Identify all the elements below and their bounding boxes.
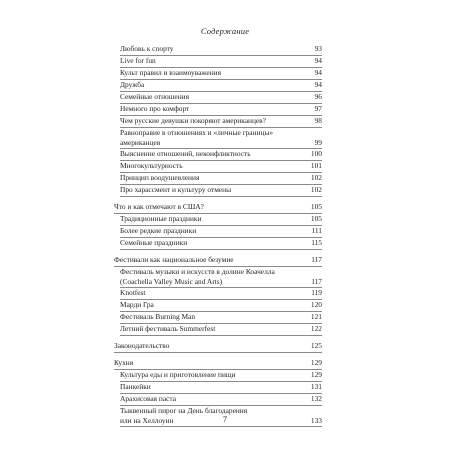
toc-entry[interactable] [120,173,322,185]
toc-entry-label: Арахисовая паста [120,394,176,403]
toc-entry-label: Многокультурность [120,161,183,170]
toc-entry-page: 94 [314,80,322,89]
toc-entry-page: 117 [311,276,322,286]
toc-entry-page: 129 [310,370,322,379]
toc-entry[interactable] [120,382,322,394]
toc-entry-label: Фестивали как национальное безумие [114,255,234,264]
toc-entry[interactable] [120,149,322,161]
toc-entry[interactable] [120,185,322,197]
toc-entry-label: Тыквенный пирог на День благодарения или на Хеллоуин [120,406,248,425]
toc-entry-page: 93 [314,44,322,53]
toc-entry-page: 120 [310,300,322,309]
toc-entry[interactable] [120,370,322,382]
toc-entry-page: 97 [314,104,322,113]
toc-entry[interactable] [120,92,322,104]
toc-entry-page: 115 [311,238,322,247]
toc-entry-label: Выяснение отношений, неконфликтность [120,149,251,158]
toc-entry-label: Более редкие праздники [120,226,197,235]
toc-entry-label: Дружба [120,80,145,89]
toc-entry-page: 94 [314,56,322,65]
toc-entry-label: Немного про комфорт [120,104,190,113]
toc-entry[interactable] [120,161,322,173]
running-header: Содержание [200,26,250,36]
toc-entry-page: 102 [310,173,322,182]
toc-entry-label: Законодательство [114,341,170,350]
toc-entry[interactable] [120,116,322,128]
toc-entry-label: Марди Гра [120,300,154,309]
toc-entry-page: 125 [310,341,322,350]
toc-entry-page: 131 [310,382,322,391]
toc-entry-label: Live for fun [120,56,156,65]
toc-entry-label: Что и как отмечают в США? [114,202,204,211]
toc-entry[interactable] [120,104,322,116]
toc-section-entry[interactable] [114,358,322,370]
toc-entry-page: 119 [311,288,322,297]
toc-entry-label: Чем русские девушки покоряют американцев? [120,116,266,125]
toc-entry[interactable] [120,56,322,68]
toc-entry-label: Традиционные праздники [120,214,202,223]
toc-entry-label: Knotfest [120,288,146,297]
toc-entry-page: 99 [314,137,322,147]
toc-entry[interactable] [120,288,322,300]
toc-entry-page: 121 [310,312,322,321]
toc-entry-label: Равноправие в отношениях и «личные границы» американцев [120,128,274,147]
toc-section-entry[interactable] [114,202,322,214]
toc-entry-page: 117 [311,255,322,264]
toc-entry-label: Про харассмент и культуру отмены [120,185,232,194]
toc-entry-label: Панкейки [120,382,151,391]
toc-entry-label: Культура еды и приготовление пищи [120,370,236,379]
toc-entry[interactable] [120,300,322,312]
toc-entry[interactable] [120,394,322,406]
toc-entry[interactable] [120,312,322,324]
page-number: 7 [222,414,228,424]
toc-entry-label: Летний фестиваль Summerfest [120,324,216,333]
toc-entry-page: 102 [310,185,322,194]
toc-entry-label: Семейные отношения [120,92,190,101]
toc-section-entry[interactable] [114,341,322,353]
toc-entry-page: 94 [314,68,322,77]
toc-entry-page: 105 [310,214,322,223]
toc-section-entry[interactable] [114,255,322,267]
toc-entry[interactable] [120,226,322,238]
toc-entry-page: 111 [311,226,322,235]
toc-entry[interactable] [120,267,322,288]
toc-entry-page: 133 [310,415,322,425]
toc-entry[interactable] [120,44,322,56]
toc-entry-label: Кухня [114,358,134,367]
toc-entry-label: Фестиваль Burning Man [120,312,196,321]
toc-entry[interactable] [120,238,322,250]
toc-entry-label: Культ правил и взаимоуважения [120,68,222,77]
toc-entry[interactable] [120,80,322,92]
toc-entry-page: 98 [314,116,322,125]
toc-entry[interactable] [120,68,322,80]
toc-entry[interactable] [120,128,322,149]
toc-entry[interactable] [120,214,322,226]
toc-entry-page: 105 [310,202,322,211]
toc-entry-page: 122 [310,324,322,333]
toc-entry-page: 100 [310,149,322,158]
toc-entry-label: Принцип воодушевления [120,173,200,182]
toc-entry-label: Любовь к спорту [120,44,174,53]
toc-entry-label: Семейные праздники [120,238,188,247]
toc-entry-page: 101 [310,161,322,170]
toc-entry-page: 132 [310,394,322,403]
toc-entry-label: Фестиваль музыки и искусств в долине Коачелла (Coachella Valley Music and Arts) [120,267,275,286]
toc-entry[interactable] [120,324,322,336]
toc-entry-page: 129 [310,358,322,367]
toc-entry-page: 96 [314,92,322,101]
